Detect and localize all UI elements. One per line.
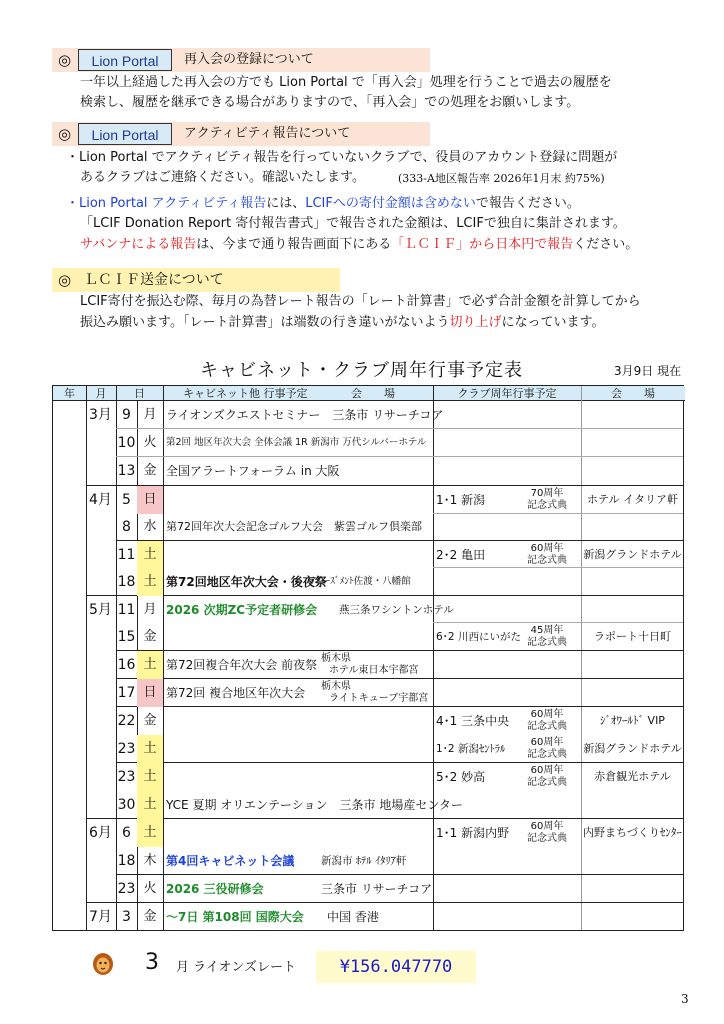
header-club-venue: 会 場 (581, 386, 685, 401)
double-circle-icon: ◎ (58, 125, 72, 143)
weekday-weekday: 火 (143, 881, 157, 896)
cabinet-event: 全国アラートフォーラム in 大阪 (166, 464, 340, 478)
reentry-text-line-2: 検索し、履歴を継承できる場合がありますので、「再入会」での処理をお願いします。 (80, 95, 580, 110)
header-cabinet-label: キャビネット他 行事予定 (183, 387, 308, 400)
col-divider (163, 386, 164, 930)
anniversary-line-1: 60周年 (530, 543, 564, 554)
club-name: 4･1 三条中央 (436, 714, 510, 728)
day-number: 23 (117, 741, 136, 757)
weekday-weekday: 水 (143, 519, 157, 534)
activity-text-line-1: ・Lion Portal でアクティビティ報告を行っていないクラブで、役員のアカウント登録に問題が (66, 150, 618, 165)
cabinet-venue-line-1: 栃木県 (321, 653, 351, 664)
day-number: 8 (122, 519, 131, 535)
anniversary-line-2: 記念式典 (527, 555, 567, 566)
lcif-text-2b: になっています。 (501, 315, 605, 330)
club-name: 5･2 妙高 (436, 770, 486, 784)
double-circle-icon: ◎ (58, 51, 72, 69)
club-venue: 新潟グランドホテル (583, 548, 682, 561)
schedule-table (52, 385, 684, 931)
header-cabinet-venue-label: 会 場 (351, 387, 395, 400)
anniversary-line-2: 記念式典 (527, 500, 567, 511)
anniversary-line-2: 記念式典 (527, 833, 567, 844)
weekday-saturday: 土 (137, 735, 163, 763)
activity-lcif-text-4: で報告ください。 (475, 196, 580, 211)
month-label: 5月 (89, 602, 112, 618)
weekday-saturday: 土 (137, 819, 163, 847)
header-club: クラブ周年行事予定 (433, 386, 581, 401)
anniversary-line-1: 60周年 (530, 737, 564, 748)
savanna-text-2: は、今まで通り報告画面下にある (196, 237, 392, 252)
anniversary-line-1: 60周年 (530, 765, 564, 776)
section-title-lcif: ＬＣＩＦ送金について (84, 272, 224, 288)
cabinet-event: 第72回年次大会記念ゴルフ大会 紫雲ゴルフ倶楽部 (166, 520, 422, 533)
day-number: 23 (117, 881, 136, 897)
cabinet-venue-line-2: ホテル東日本宇都宮 (329, 665, 419, 676)
lions-rate-value: ¥156.047770 (316, 951, 476, 983)
double-circle-icon: ◎ (58, 271, 72, 289)
weekday-weekday: 金 (143, 909, 157, 924)
activity-lcif-line (66, 194, 580, 214)
weekday-saturday: 土 (137, 541, 163, 569)
savanna-line (80, 235, 638, 255)
cabinet-event: 第72回 複合地区年次大会 (166, 686, 306, 700)
weekday-weekday: 月 (143, 602, 157, 617)
lion-portal-badge: Lion Portal (78, 49, 172, 71)
day-number: 5 (122, 492, 131, 508)
cabinet-event: 第72回地区年次大会・後夜祭 (166, 575, 327, 589)
cabinet-event: 第72回複合年次大会 前夜祭 (166, 658, 318, 672)
weekday-weekday: 月 (143, 407, 157, 422)
day-number: 15 (117, 629, 136, 645)
day-number: 17 (117, 685, 136, 701)
report-rate-note: (333-A地区報告率 2026年1月末 約75%) (398, 172, 605, 185)
cabinet-venue: ｱﾐｭｰｽﾞﾒﾝﾄ佐渡・八幡館 (311, 576, 411, 587)
weekday-saturday: 土 (137, 568, 163, 596)
section-title-reentry: 再入会の登録について (184, 52, 314, 67)
club-name: 2･2 亀田 (436, 548, 486, 562)
anniversary-line-2: 記念式典 (527, 777, 567, 788)
cabinet-event: 2026 次期ZC予定者研修会 (166, 603, 318, 617)
weekday-saturday: 土 (137, 763, 163, 791)
header-day: 日 (116, 386, 163, 401)
day-number: 23 (117, 769, 136, 785)
cabinet-event: 2026 三役研修会 (166, 882, 264, 896)
cabinet-venue: 三条市 リサーチコア (321, 882, 433, 896)
day-number: 11 (117, 602, 136, 618)
weekday-sunday: 日 (137, 486, 163, 514)
lcif-text-line-1: LCIF寄付を振込む際、毎月の為替レート報告の「レート計算書」で必ず合計金額を計算してから (80, 294, 641, 309)
day-number: 16 (117, 657, 136, 673)
activity-text-line-2: あるクラブはご連絡ください。確認いたします。 (80, 170, 365, 185)
weekday-sunday: 日 (137, 679, 163, 707)
cabinet-venue-line-1: 栃木県 (321, 681, 351, 692)
activity-lcif-blue-3: LCIFへの寄付金額は含めない (305, 196, 476, 211)
donation-report-line: 「LCIF Donation Report 寄付報告書式」で報告された金額は、LCIFで独自に集計されます。 (80, 216, 626, 231)
cabinet-event: 第4回キャビネット会議 (166, 854, 295, 868)
day-number: 13 (117, 463, 136, 479)
month-label: 3月 (89, 407, 112, 423)
header-year: 年 (53, 386, 86, 401)
month-label: 6月 (89, 825, 112, 841)
col-divider (86, 386, 87, 930)
day-number: 22 (117, 713, 136, 729)
anniversary-line-1: 60周年 (530, 821, 564, 832)
rate-month: 3 (145, 950, 159, 975)
club-name: 1･1 新潟 (436, 493, 486, 507)
weekday-weekday: 金 (143, 713, 157, 728)
weekday-saturday: 土 (137, 651, 163, 679)
day-number: 10 (117, 435, 136, 451)
day-number: 9 (122, 407, 131, 423)
anniversary-line-2: 記念式典 (527, 749, 567, 760)
day-number: 18 (117, 853, 136, 869)
anniversary-line-1: 60周年 (530, 709, 564, 720)
reentry-text-line-1: 一年以上経過した再入会の方でも Lion Portal で「再入会」処理を行うことで過去の履歴を (80, 75, 612, 90)
cabinet-event: ～7日 第108回 国際大会 (166, 910, 304, 924)
day-number: 3 (122, 909, 131, 925)
club-venue: 新潟グランドホテル (583, 742, 682, 755)
lion-portal-badge: Lion Portal (78, 123, 172, 145)
club-venue: 赤倉観光ホテル (594, 770, 671, 783)
savanna-red-1: サバンナによる報告 (80, 237, 197, 252)
cabinet-event: ライオンズクエストセミナー 三条市 リサーチコア (166, 408, 444, 422)
cabinet-venue: 新潟市 ﾎﾃﾙ ｲﾀﾘｱ軒 (321, 855, 407, 867)
weekday-weekday: 金 (143, 629, 157, 644)
day-number: 11 (117, 547, 136, 563)
club-venue: 内野まちづくりｾﾝﾀｰ (583, 826, 682, 839)
month-label: 4月 (89, 492, 112, 508)
club-venue: ラポート十日町 (594, 630, 671, 643)
header-cabinet (163, 386, 433, 401)
lcif-roundup-red: 切り上げ (449, 315, 502, 330)
activity-lcif-text-2: には、 (266, 196, 306, 211)
col-divider (581, 386, 582, 930)
col-divider (433, 386, 434, 930)
day-number: 18 (117, 574, 136, 590)
as-of-date: 3月9日 現在 (614, 364, 682, 378)
club-name: 6･2 川西にいがた (436, 631, 521, 643)
anniversary-line-1: 70周年 (530, 488, 564, 499)
savanna-text-4: ください。 (573, 237, 639, 252)
cabinet-venue-line-2: ライトキューブ宇都宮 (329, 693, 429, 704)
club-name: 1･2 新潟ｾﾝﾄﾗﾙ (436, 743, 506, 755)
lcif-text-line-2 (80, 313, 604, 333)
weekday-weekday: 金 (143, 463, 157, 478)
anniversary-line-2: 記念式典 (527, 721, 567, 732)
section-title-activity: アクティビティ報告について (184, 126, 351, 141)
rate-label: 月 ライオンズレート (176, 960, 296, 975)
weekday-saturday: 土 (137, 791, 163, 819)
cabinet-event: 第2回 地区年次大会 全体会議 1R 新潟市 万代シルバーホテル (166, 437, 427, 448)
anniversary-line-1: 45周年 (530, 625, 564, 636)
lcif-text-2a: 振込み願います。「レート計算書」は端数の行き違いがないよう (80, 315, 450, 330)
weekday-weekday: 火 (143, 435, 157, 450)
anniversary-line-2: 記念式典 (527, 637, 567, 648)
page-number: 3 (681, 992, 689, 1006)
club-venue: ｼﾞｵﾜｰﾙﾄﾞ VIP (600, 714, 665, 727)
cabinet-venue: 中国 香港 (327, 910, 379, 924)
month-label: 7月 (89, 909, 112, 925)
lion-head-icon (92, 952, 114, 976)
schedule-title: キャビネット・クラブ周年行事予定表 (200, 360, 523, 381)
header-month: 月 (86, 386, 116, 401)
activity-lcif-blue-1: ・Lion Portal アクティビティ報告 (66, 196, 267, 211)
weekday-weekday: 木 (143, 853, 157, 868)
club-name: 1･1 新潟内野 (436, 826, 510, 840)
club-venue: ホテル イタリア軒 (587, 493, 678, 506)
savanna-red-3: 「ＬＣＩＦ」から日本円で報告 (391, 237, 574, 252)
day-number: 6 (122, 825, 131, 841)
day-number: 30 (117, 797, 136, 813)
cabinet-venue: 燕三条ワシントンホテル (339, 604, 454, 616)
cabinet-event: YCE 夏期 オリエンテーション 三条市 地場産センター (166, 798, 463, 812)
